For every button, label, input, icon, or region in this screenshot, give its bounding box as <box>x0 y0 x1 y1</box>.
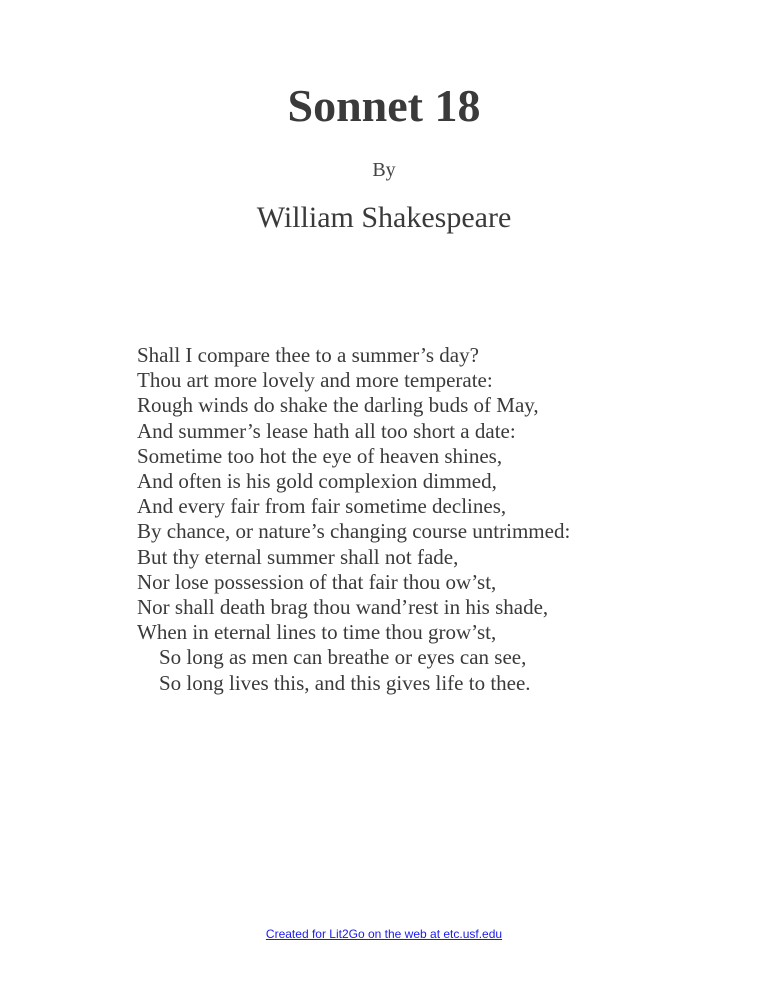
poem-line: Sometime too hot the eye of heaven shines, <box>137 443 503 468</box>
poem-line: And summer’s lease hath all too short a date: <box>137 418 516 443</box>
poem-line-couplet: So long as men can breathe or eyes can see, <box>159 645 527 670</box>
poem-line: But thy eternal summer shall not fade, <box>137 544 459 569</box>
poem-title: Sonnet 18 <box>287 80 481 131</box>
footer <box>0 926 768 942</box>
poem-line: When in eternal lines to time thou grow’st, <box>137 620 497 645</box>
poem-line: And every fair from fair sometime declines, <box>137 494 507 519</box>
poem-line: By chance, or nature’s changing course untrimmed: <box>137 519 571 544</box>
poem-line: Thou art more lovely and more temperate: <box>137 368 493 393</box>
lit2go-credit-link[interactable]: Created for Lit2Go on the web at etc.usf.edu <box>265 927 503 941</box>
poem-line: Nor shall death brag thou wand’rest in his shade, <box>137 595 549 620</box>
poem-line: And often is his gold complexion dimmed, <box>137 469 497 494</box>
poem-line: Rough winds do shake the darling buds of May, <box>137 393 539 418</box>
byline-label: By <box>372 159 396 181</box>
poem-line: Shall I compare thee to a summer’s day? <box>137 343 479 367</box>
poem-body <box>137 343 737 696</box>
author-name: William Shakespeare <box>256 201 512 234</box>
poem-line: Nor lose possession of that fair thou ow’st, <box>137 569 497 594</box>
poem-line-couplet: So long lives this, and this gives life to thee. <box>159 670 531 695</box>
